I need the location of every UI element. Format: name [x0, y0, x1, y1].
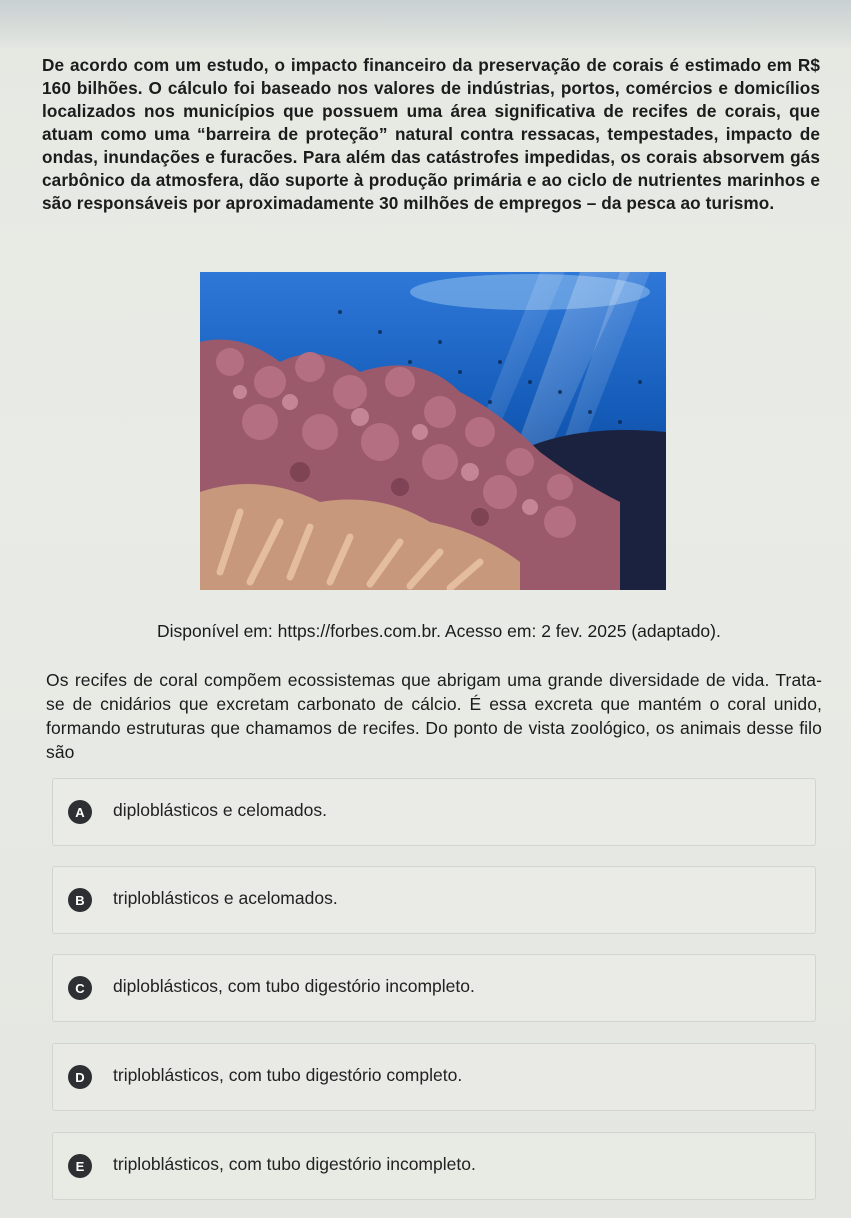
- option-letter-badge: E: [68, 1154, 92, 1178]
- source-citation: Disponível em: https://forbes.com.br. Acesso em: 2 fev. 2025 (adaptado).: [157, 621, 721, 641]
- option-c[interactable]: [52, 954, 816, 1022]
- photo-top-shadow: [0, 0, 851, 48]
- option-text: diploblásticos e celomados.: [113, 800, 328, 820]
- option-d[interactable]: [52, 1043, 816, 1111]
- coral-reef-photo: [200, 272, 666, 590]
- option-text: triploblásticos e acelomados.: [113, 888, 338, 908]
- option-a[interactable]: [52, 778, 816, 846]
- option-letter-badge: C: [68, 976, 92, 1000]
- option-letter-badge: A: [68, 800, 92, 824]
- coral-reef-illustration: [200, 272, 666, 590]
- option-b[interactable]: [52, 866, 816, 934]
- option-letter-badge: D: [68, 1065, 92, 1089]
- option-text: triploblásticos, com tubo digestório completo.: [113, 1065, 463, 1085]
- option-letter-badge: B: [68, 888, 92, 912]
- question-statement: Os recifes de coral compõem ecossistemas que abrigam uma grande diversidade de vida. Trata-se de cnidários que excretam carbonato de cálcio. É essa excreta que mantém o coral unido, formando estruturas que chamamos de recifes. Do ponto de vista zoológico, os animais desse filo são: [46, 670, 822, 762]
- article-paragraph: De acordo com um estudo, o impacto financeiro da preservação de corais é estimado em R$ 160 bilhões. O cálculo foi baseado nos valores de indústrias, portos, comércios e domicílios localizados nos municípios que possuem uma área significativa de recifes de corais, que atuam como uma “barreira de proteção” natural contra ressacas, tempestades, impacto de ondas, inundações e furacões. Para além das catástrofes impedidas, os corais absorvem gás carbônico da atmosfera, dão suporte à produção primária e ao ciclo de nutrientes marinhos e são responsáveis por aproximadamente 30 milhões de empregos – da pesca ao turismo.: [42, 55, 820, 213]
- option-text: triploblásticos, com tubo digestório incompleto.: [113, 1154, 476, 1174]
- option-e[interactable]: [52, 1132, 816, 1200]
- option-text: diploblásticos, com tubo digestório incompleto.: [113, 976, 475, 996]
